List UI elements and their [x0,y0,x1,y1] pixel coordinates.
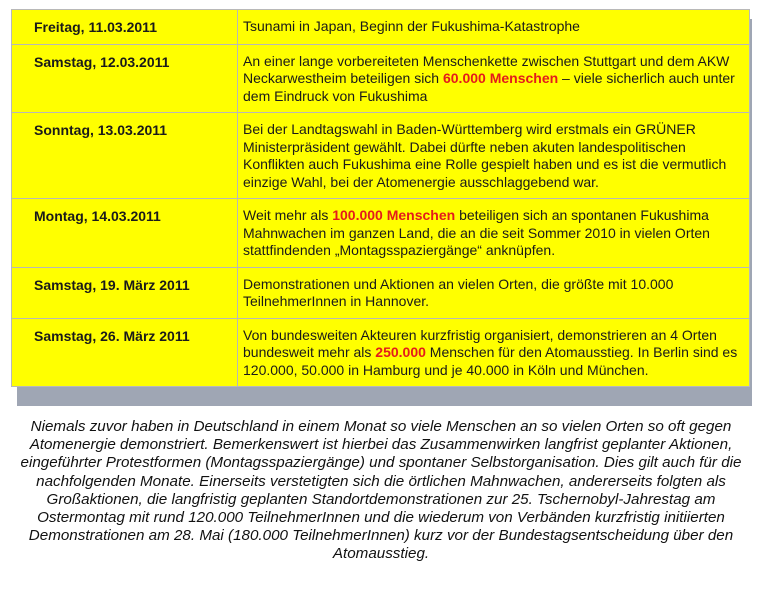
description-text: Menschen für den Atomausstieg. In Berlin sind es 120.000, 50.000 in Hamburg und je 40.000 in Köln und München. [243,344,738,378]
description-text: – viele sicherlich auch unter dem Eindruck von Fukushima [243,70,735,104]
highlighted-count: 250.000 [375,344,426,360]
event-description [238,113,750,199]
events-table-container [11,9,750,387]
event-description [238,199,750,268]
description-text: An einer lange vorbereiteten Menschenkette zwischen Stuttgart und dem AKW Neckarwestheim beteiligen sich [243,52,730,86]
event-date: Samstag, 12.03.2011 [12,44,238,113]
table-row [12,318,750,387]
table-row [12,113,750,199]
description-text: beteiligen sich an spontanen Fukushima Mahnwachen im ganzen Land, die an die seit Sommer 2010 in vielen Orten stattfindenden „Montagsspaziergänge“ anknüpfen. [243,207,710,258]
events-table [11,9,750,387]
event-description [238,10,750,45]
table-row [12,10,750,45]
summary-paragraph: Niemals zuvor haben in Deutschland in einem Monat so viele Menschen an so vielen Orten so oft gegen Atomenergie demonstriert. Bemerkenswert ist hierbei das Zusammenwirken langfrist geplanter Aktionen, eingeführter Protestformen (Montagsspaziergänge) und spontaner Selbstorganisation. Dies gilt auch für die nachfolgenden Monate. Einerseits verstetigten sich die örtlichen Mahnwachen, andererseits folgten als Großaktionen, die langfristig geplanten Standortdemonstrationen zur 25. Tschernobyl-Jahrestag am Ostermontag mit rund 120.000 TeilnehmerInnen und die wiederum von Verbänden kurzfristig initiierten Demonstrationen am 28. Mai (180.000 TeilnehmerInnen) kurz vor der Bundestagsentscheidung über den Atomausstieg. [20,418,742,563]
events-table-body [12,10,750,387]
event-date: Freitag, 11.03.2011 [12,10,238,45]
highlighted-count: 60.000 Menschen [442,70,559,86]
description-text: Von bundesweiten Akteuren kurzfristig organisiert, demonstrieren an 4 Orten bundesweit mehr als [243,326,717,360]
highlighted-count: 100.000 Menschen [332,207,456,223]
description-text: Tsunami in Japan, Beginn der Fukushima-Katastrophe [243,18,580,34]
event-description [238,267,750,318]
event-date: Montag, 14.03.2011 [12,199,238,268]
description-text: Demonstrationen und Aktionen an vielen Orten, die größte mit 10.000 TeilnehmerInnen in Hannover. [243,275,674,309]
table-row [12,199,750,268]
event-date: Samstag, 26. März 2011 [12,318,238,387]
table-row [12,44,750,113]
event-date: Sonntag, 13.03.2011 [12,113,238,199]
event-description [238,44,750,113]
event-date: Samstag, 19. März 2011 [12,267,238,318]
table-row [12,267,750,318]
event-description [238,318,750,387]
description-text: Bei der Landtagswahl in Baden-Württemberg wird erstmals ein GRÜNER Ministerpräsident gewählt. Dabei dürfte neben akuten landespolitischen Konflikten auch Fukushima eine Rolle gespielt haben und es ist die vermutlich einzige Wahl, bei der Atomenergie ausschlaggebend war. [243,121,727,190]
description-text: Weit mehr als [243,207,333,223]
